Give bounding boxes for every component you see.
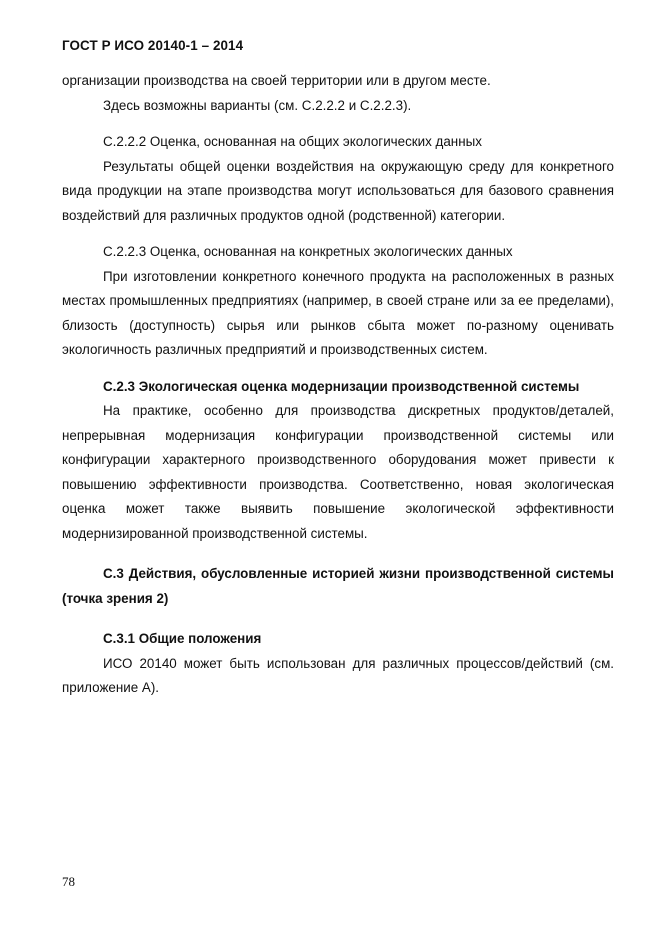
paragraph-c223-body: При изготовлении конкретного конечного продукта на расположенных в разных местах промышленных предприятиях (например, в своей стране или за ее пределами), близость (доступность) сырья или рынков сбыта может по-разному оценивать экологичность различных предприятий и производственных систем. — [62, 268, 614, 357]
paragraph-c23-body: На практике, особенно для производства дискретных продуктов/деталей, непрерывная модернизация конфигурации производственной системы или конфигурации характерного производственного оборудования может привести к повышению эффективности производства. Соответственно, новая экологическая оценка может также выявить повышение экологической эффективности модернизированной производственной системы. — [62, 403, 614, 541]
section-heading-c31: C.3.1 Общие положения — [103, 631, 262, 646]
section-heading-c23: C.2.3 Экологическая оценка модернизации производственной системы — [103, 378, 580, 394]
paragraph-variants: Здесь возможны варианты (см. C.2.2.2 и C.2.2.3). — [103, 97, 412, 113]
section-heading-c222: C.2.2.2 Оценка, основанная на общих экологических данных — [103, 134, 482, 149]
paragraph-c31-body: ИСО 20140 может быть использован для различных процессов/действий (см. приложение A). — [62, 655, 614, 695]
document-body — [62, 69, 614, 701]
paragraph-continuation: организации производства на своей территории или в другом месте. — [62, 73, 491, 88]
document-header: ГОСТ Р ИСО 20140-1 – 2014 — [62, 38, 244, 53]
page-number: 78 — [62, 874, 75, 889]
paragraph-c222-body: Результаты общей оценки воздействия на окружающую среду для конкретного вида продукции на этапе производства могут использоваться для базового сравнения воздействий для различных продуктов одной (родственной) категории. — [62, 158, 614, 223]
section-heading-c223: C.2.2.3 Оценка, основанная на конкретных экологических данных — [103, 244, 513, 259]
section-heading-c3: C.3 Действия, обусловленные историей жизни производственной системы (точка зрения 2) — [62, 566, 614, 606]
